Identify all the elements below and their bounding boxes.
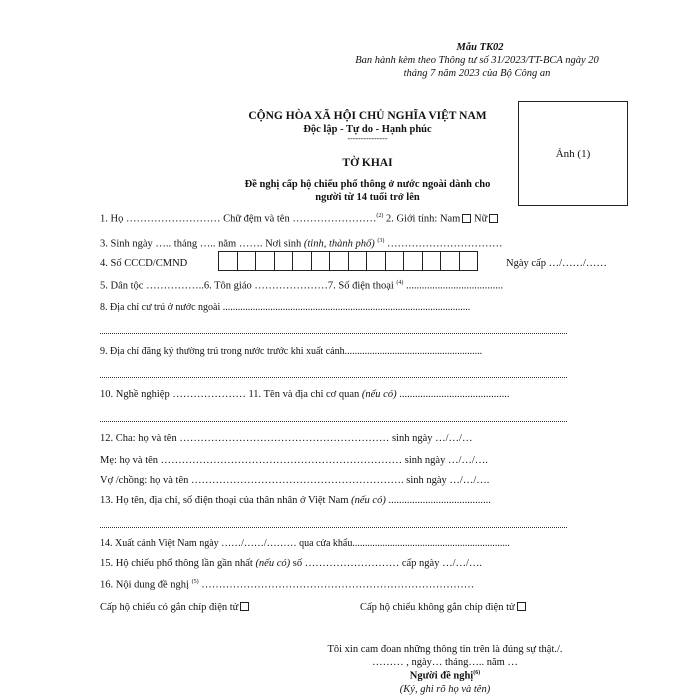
dotted-line (100, 421, 567, 422)
note-6: (6) (473, 670, 481, 676)
female-label: Nữ (471, 213, 488, 225)
date-line: ……… , ngày… tháng….. năm … (372, 657, 518, 668)
id-digit-box[interactable] (237, 251, 257, 271)
photo-box (518, 101, 628, 206)
field-request-text: 16. Nội dung đề nghị (100, 579, 189, 591)
chip-checkbox[interactable] (240, 602, 249, 611)
field-birth-date: 3. Sinh ngày ….. tháng ….. năm ……. Nơi sinh (100, 238, 302, 250)
field-occupation-dots: .......................................... (396, 389, 510, 400)
field-ethnic-religion-phone (100, 280, 503, 292)
field-father: 12. Cha: họ và tên …………………………………………………… sinh ngày …/…/… (100, 433, 473, 444)
id-number-boxes[interactable] (218, 251, 478, 271)
field-relative (100, 495, 491, 506)
option-chip[interactable] (100, 602, 249, 613)
signer-label: Người đề nghị (409, 670, 474, 682)
option-chip-label: Cấp hộ chiếu có gắn chíp điện tử (100, 602, 239, 613)
form-title: TỜ KHAI (342, 157, 393, 169)
field-occupation (100, 389, 509, 400)
field-relative-dots: ....................................... (385, 495, 491, 506)
national-motto: Độc lập - Tự do - Hạnh phúc (303, 124, 432, 135)
field-last-passport-number: số ……………………… cấp ngày …/…/…. (290, 558, 483, 569)
id-digit-box[interactable] (255, 251, 275, 271)
field-id-issue-date: Ngày cấp …/……/…… (506, 258, 607, 269)
field-exit: 14. Xuất cảnh Việt Nam ngày ……/……/……… qua cửa khẩu............................................................... (100, 538, 510, 549)
form-subtitle-2: người từ 14 tuổi trở lên (315, 192, 420, 203)
id-digit-box[interactable] (403, 251, 423, 271)
dotted-line (100, 333, 567, 334)
field-foreign-address: 8. Địa chỉ cư trú ở nước ngoài ................................................................................................... (100, 302, 471, 313)
id-digit-box[interactable] (385, 251, 405, 271)
id-digit-box[interactable] (311, 251, 331, 271)
note-3: (3) (377, 238, 385, 244)
option-no-chip[interactable] (360, 602, 526, 613)
field-name: 1. Họ ……………………… Chữ đệm và tên …………………… (100, 213, 377, 225)
form-subtitle-1: Đề nghị cấp hộ chiếu phổ thông ở nước ngoài dành cho (244, 179, 491, 190)
field-id-label: 4. Số CCCD/CMND (100, 258, 188, 269)
field-birth-place-hint: (tỉnh, thành phố) (301, 238, 375, 250)
id-digit-box[interactable] (292, 251, 312, 271)
note-4: (4) (396, 280, 404, 286)
note-2: (2) (376, 213, 384, 219)
field-name-gender (100, 213, 498, 225)
signer-title (300, 670, 590, 682)
field-last-passport-text: 15. Hộ chiếu phổ thông lần gần nhất (100, 558, 253, 569)
field-phone-dots: ..................................... (403, 280, 504, 292)
id-digit-box[interactable] (329, 251, 349, 271)
field-request (100, 579, 474, 591)
field-occupation-text: 10. Nghề nghiệp ………………… 11. Tên và địa chỉ cơ quan (100, 389, 360, 400)
field-ethnic: 5. Dân tộc ……………..6. Tôn giáo …………………7. Số điện thoại (100, 280, 394, 292)
id-digit-box[interactable] (440, 251, 460, 271)
declaration: Tôi xin cam đoan những thông tin trên là đúng sự thật./. (327, 644, 563, 655)
option-no-chip-label: Cấp hộ chiếu không gắn chíp điện tử (360, 602, 515, 613)
field-domestic-address: 9. Địa chỉ đăng ký thường trú trong nước trước khi xuất cảnh....................................................... (100, 346, 483, 357)
id-digit-box[interactable] (348, 251, 368, 271)
note-5: (5) (191, 579, 199, 585)
field-mother: Mẹ: họ và tên …………………………………………………………… sinh ngày …/…/…. (100, 455, 488, 466)
motto-rule: --------------- (347, 134, 388, 143)
id-digit-box[interactable] (274, 251, 294, 271)
field-relative-hint: (nếu có) (348, 495, 386, 506)
field-relative-text: 13. Họ tên, địa chỉ, số điện thoại của thân nhân ở Việt Nam (100, 495, 349, 506)
female-checkbox[interactable] (489, 214, 498, 223)
dotted-line (100, 527, 567, 528)
field-gender-label: 2. Giới tính: Nam (383, 213, 461, 225)
field-last-passport-hint: (nếu có) (252, 558, 291, 569)
id-digit-box[interactable] (366, 251, 386, 271)
photo-label: Ảnh (1) (555, 147, 591, 160)
field-last-passport (100, 558, 482, 569)
id-digit-box[interactable] (459, 251, 479, 271)
issued-line-1: Ban hành kèm theo Thông tư số 31/2023/TT-BCA ngày 20 (355, 55, 599, 66)
field-birth (100, 238, 503, 250)
field-birth-dots: …………………………… (384, 238, 503, 250)
no-chip-checkbox[interactable] (517, 602, 526, 611)
male-checkbox[interactable] (462, 214, 471, 223)
form-code: Mẫu TK02 (456, 42, 504, 53)
country-name: CỘNG HÒA XÃ HỘI CHỦ NGHĨA VIỆT NAM (248, 110, 487, 122)
field-occupation-hint: (nếu có) (359, 389, 397, 400)
field-spouse: Vợ /chồng: họ và tên ……………………………………………………. sinh ngày …/…/…. (100, 475, 490, 486)
field-request-dots: …………………………………………………………………… (198, 579, 475, 591)
id-digit-box[interactable] (422, 251, 442, 271)
sign-hint: (Ký, ghi rõ họ và tên) (399, 684, 491, 695)
issued-line-2: tháng 7 năm 2023 của Bộ Công an (403, 68, 551, 79)
id-digit-box[interactable] (218, 251, 238, 271)
dotted-line (100, 377, 567, 378)
